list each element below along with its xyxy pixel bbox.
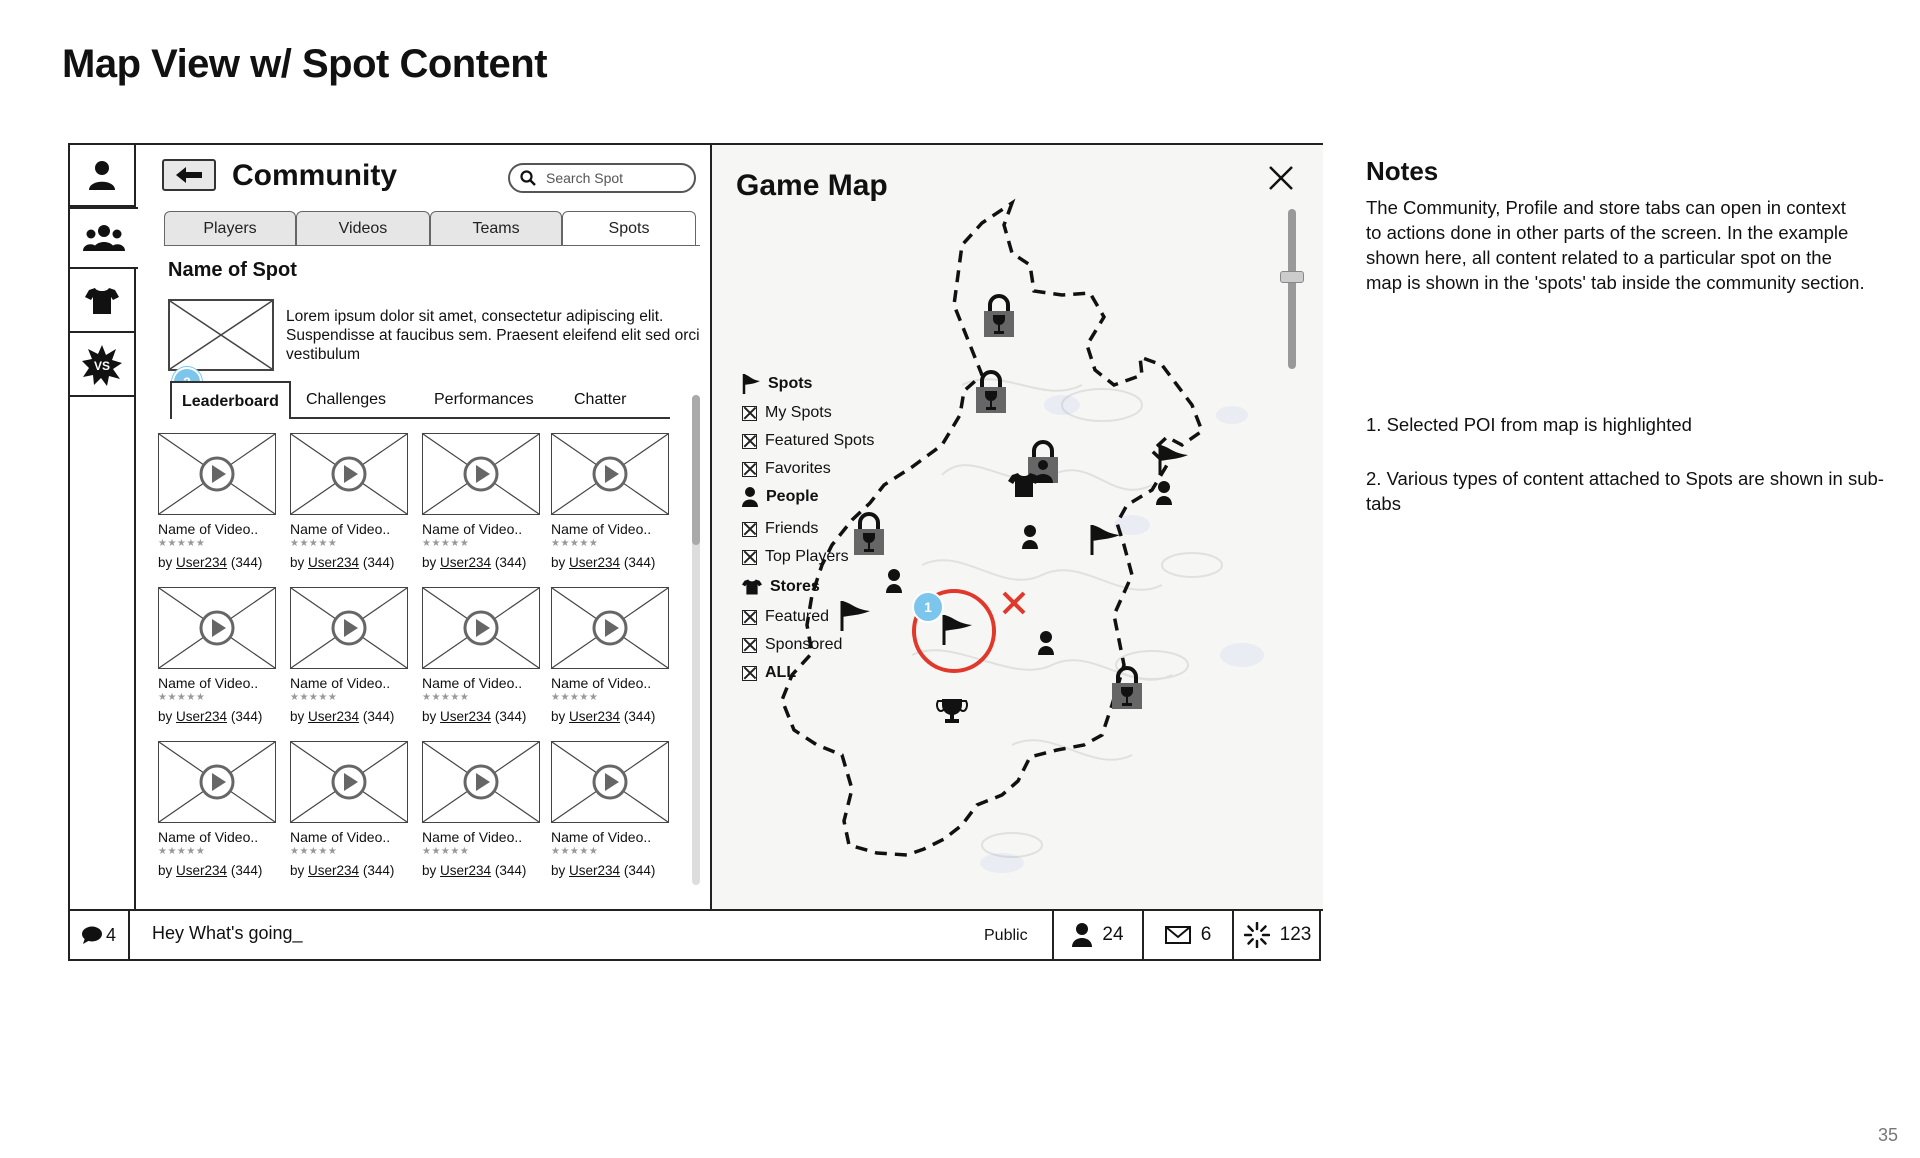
video-by: by [290, 863, 305, 878]
video-placeholder [552, 434, 668, 514]
checkbox[interactable] [742, 638, 757, 653]
chat-message-input[interactable]: Hey What's going_ [152, 923, 303, 943]
video-card[interactable] [158, 587, 278, 737]
video-thumbnail[interactable] [551, 587, 669, 669]
video-byline [551, 555, 655, 570]
subtab-leaderboard-label: Leaderboard [182, 393, 279, 410]
video-thumbnail[interactable] [422, 587, 540, 669]
video-name[interactable]: Name of Video.. [290, 521, 391, 537]
video-placeholder [291, 742, 407, 822]
tab-videos[interactable]: Videos [296, 211, 430, 245]
video-card[interactable] [290, 741, 410, 891]
video-view-count: (344) [230, 555, 263, 570]
video-thumbnail[interactable] [158, 741, 276, 823]
search-spot-input[interactable] [508, 163, 696, 193]
video-byline [290, 863, 394, 878]
video-byline [422, 709, 526, 724]
video-byline [551, 709, 655, 724]
flag-icon [842, 601, 870, 631]
filter-all[interactable] [742, 662, 796, 684]
video-card[interactable] [290, 433, 410, 583]
tab-teams[interactable]: Teams [430, 211, 562, 245]
video-user-link[interactable]: User234 [176, 555, 228, 570]
video-by: by [551, 709, 566, 724]
person-icon [1038, 631, 1054, 655]
spot-name: Name of Spot [168, 259, 297, 281]
video-view-count: (344) [362, 709, 395, 724]
filter-favorites[interactable] [742, 458, 831, 480]
chat-unread-button[interactable] [70, 911, 130, 959]
video-card[interactable] [290, 587, 410, 737]
play-icon [465, 612, 497, 644]
zoom-slider[interactable] [1288, 209, 1296, 369]
video-name[interactable]: Name of Video.. [551, 675, 652, 691]
video-placeholder [291, 588, 407, 668]
video-rating-stars: ★★★★★ [551, 692, 599, 703]
map-title: Game Map [736, 169, 888, 202]
video-scrollbar[interactable] [692, 395, 700, 885]
video-placeholder [159, 434, 275, 514]
video-view-count: (344) [623, 863, 656, 878]
video-rating-stars: ★★★★★ [422, 692, 470, 703]
video-by: by [422, 863, 437, 878]
video-view-count: (344) [230, 709, 263, 724]
app-window [68, 143, 1321, 961]
spot-description: Lorem ipsum dolor sit amet, consectetur adipiscing elit. Suspendisse at faucibus sem. Praesent eleifend elit sed orci vestibulum [286, 308, 700, 363]
video-name[interactable]: Name of Video.. [158, 675, 259, 691]
play-icon [201, 766, 233, 798]
mail-icon [1165, 926, 1191, 944]
community-panel [70, 145, 714, 909]
filter-favorites-label: Favorites [765, 460, 831, 477]
video-view-count: (344) [623, 709, 656, 724]
annotation-badge-1: 1 [924, 599, 932, 615]
video-card[interactable] [551, 433, 671, 583]
video-byline [422, 863, 526, 878]
arrow-left-icon [176, 167, 202, 183]
person-icon [1072, 923, 1092, 947]
search-icon [520, 170, 536, 186]
video-byline [290, 555, 394, 570]
notes-panel [1366, 156, 1866, 295]
video-name[interactable]: Name of Video.. [158, 829, 259, 845]
play-icon [594, 458, 626, 490]
tab-players[interactable]: Players [164, 211, 296, 245]
video-user-link[interactable]: User234 [569, 555, 621, 570]
filter-header-spots-label: Spots [768, 375, 813, 392]
checkbox[interactable] [742, 406, 757, 421]
video-name[interactable]: Name of Video.. [290, 675, 391, 691]
video-name[interactable]: Name of Video.. [422, 675, 523, 691]
checkbox[interactable] [742, 550, 757, 565]
video-thumbnail[interactable] [290, 433, 408, 515]
video-rating-stars: ★★★★★ [422, 846, 470, 857]
play-icon [594, 612, 626, 644]
note-item-1: 1. Selected POI from map is highlighted [1366, 414, 1692, 435]
video-byline [158, 555, 262, 570]
people-count-button[interactable] [1052, 911, 1142, 959]
filter-featured[interactable] [742, 606, 829, 628]
page-number: 35 [1877, 1125, 1898, 1145]
mail-count-button[interactable] [1142, 911, 1232, 959]
chat-bubble-icon [82, 926, 102, 944]
filter-sponsored-label: Sponsored [765, 636, 843, 653]
points-count: 123 [1279, 924, 1312, 945]
checkbox[interactable] [742, 610, 757, 625]
checkbox[interactable] [742, 666, 757, 681]
checkbox[interactable] [742, 522, 757, 537]
note-item-2: 2. Various types of content attached to Spots are shown in sub-tabs [1366, 468, 1884, 514]
video-rating-stars: ★★★★★ [290, 538, 338, 549]
video-byline [290, 709, 394, 724]
video-placeholder [552, 588, 668, 668]
scrollbar-thumb[interactable] [692, 395, 700, 545]
lock-icon [976, 372, 1006, 413]
trophy-icon [937, 699, 967, 723]
community-icon [82, 223, 126, 253]
tab-spots[interactable]: Spots [562, 211, 696, 246]
store-icon [1008, 473, 1040, 497]
video-card[interactable] [158, 741, 278, 891]
back-button[interactable] [162, 159, 216, 191]
subtab-leaderboard[interactable] [170, 381, 291, 419]
zoom-slider-handle[interactable] [1280, 271, 1304, 283]
video-thumbnail[interactable] [551, 433, 669, 515]
filter-header-people[interactable] [742, 486, 818, 508]
selected-flag-icon [944, 615, 972, 645]
play-icon [333, 766, 365, 798]
video-card[interactable] [422, 741, 542, 891]
filter-sponsored[interactable] [742, 634, 842, 656]
video-byline [158, 863, 262, 878]
video-name[interactable]: Name of Video.. [551, 829, 652, 845]
video-view-count: (344) [494, 709, 527, 724]
video-user-link[interactable]: User234 [308, 863, 360, 878]
video-byline [422, 555, 526, 570]
video-thumbnail[interactable] [290, 741, 408, 823]
rail-item-community[interactable] [70, 207, 138, 269]
video-view-count: (344) [494, 863, 527, 878]
video-name[interactable]: Name of Video.. [290, 829, 391, 845]
lock-icon [854, 514, 884, 555]
filter-featured-label: Featured [765, 608, 830, 625]
video-user-link[interactable]: User234 [440, 555, 492, 570]
video-rating-stars: ★★★★★ [551, 846, 599, 857]
play-icon [201, 458, 233, 490]
close-marker-icon [1004, 593, 1024, 613]
close-icon [1268, 165, 1294, 191]
filter-my-spots[interactable] [742, 402, 832, 424]
filter-header-stores-label: Stores [770, 578, 820, 595]
video-placeholder [552, 742, 668, 822]
close-map-button[interactable] [1268, 165, 1294, 196]
chat-bar [70, 909, 1321, 959]
video-view-count: (344) [623, 555, 656, 570]
subtab-challenges[interactable]: Challenges [306, 391, 387, 408]
video-placeholder [159, 588, 275, 668]
lock-icon [984, 296, 1014, 337]
video-user-link[interactable]: User234 [569, 709, 621, 724]
video-placeholder [291, 434, 407, 514]
person-icon [1156, 481, 1172, 505]
video-thumbnail[interactable] [158, 433, 276, 515]
filter-top-players[interactable] [742, 546, 849, 568]
video-by: by [290, 709, 305, 724]
video-by: by [422, 709, 437, 724]
spot-subtabs [170, 381, 670, 419]
filter-my-spots-label: My Spots [765, 404, 832, 421]
play-icon [333, 612, 365, 644]
video-rating-stars: ★★★★★ [290, 846, 338, 857]
filter-friends-label: Friends [765, 520, 819, 537]
chat-unread-count: 4 [105, 924, 116, 945]
person-icon [1022, 525, 1038, 549]
video-rating-stars: ★★★★★ [158, 692, 206, 703]
flag-icon [1092, 525, 1120, 555]
person-icon [742, 487, 758, 507]
flag-icon [742, 374, 760, 394]
video-user-link[interactable]: User234 [569, 863, 621, 878]
points-button[interactable] [1232, 911, 1321, 959]
people-count: 24 [1102, 924, 1124, 945]
video-thumbnail[interactable] [290, 587, 408, 669]
play-icon [594, 766, 626, 798]
game-map-panel [710, 143, 1323, 911]
video-placeholder [423, 434, 539, 514]
video-user-link[interactable]: User234 [440, 863, 492, 878]
video-user-link[interactable]: User234 [308, 709, 360, 724]
community-title: Community [232, 159, 397, 192]
mail-count: 6 [1200, 924, 1212, 945]
video-view-count: (344) [362, 863, 395, 878]
filter-friends[interactable] [742, 518, 818, 540]
video-card[interactable] [422, 587, 542, 737]
page-title: Map View w/ Spot Content [62, 42, 548, 86]
video-rating-stars: ★★★★★ [422, 538, 470, 549]
video-user-link[interactable]: User234 [308, 555, 360, 570]
subtab-chatter[interactable]: Chatter [574, 391, 627, 408]
notes-title: Notes [1366, 156, 1439, 186]
filter-featured-spots-label: Featured Spots [765, 432, 875, 449]
filter-featured-spots[interactable] [742, 430, 874, 452]
video-rating-stars: ★★★★★ [158, 846, 206, 857]
play-icon [333, 458, 365, 490]
video-by: by [422, 555, 437, 570]
video-thumbnail[interactable] [158, 587, 276, 669]
video-placeholder [423, 588, 539, 668]
play-icon [465, 458, 497, 490]
image-placeholder-icon [170, 301, 272, 369]
search-placeholder: Search Spot [546, 170, 624, 186]
video-thumbnail[interactable] [551, 741, 669, 823]
video-byline [551, 863, 655, 878]
video-by: by [551, 555, 566, 570]
video-by: by [158, 863, 173, 878]
checkbox[interactable] [742, 462, 757, 477]
video-thumbnail[interactable] [422, 741, 540, 823]
chat-scope-select[interactable]: Public [984, 927, 1028, 944]
video-view-count: (344) [494, 555, 527, 570]
video-user-link[interactable]: User234 [176, 709, 228, 724]
video-view-count: (344) [230, 863, 263, 878]
video-user-link[interactable]: User234 [440, 709, 492, 724]
video-thumbnail[interactable] [422, 433, 540, 515]
video-view-count: (344) [362, 555, 395, 570]
versus-label: VS [93, 359, 111, 373]
subtab-performances[interactable]: Performances [434, 391, 534, 408]
filter-header-spots[interactable] [742, 373, 812, 395]
video-by: by [158, 709, 173, 724]
video-placeholder [159, 742, 275, 822]
video-rating-stars: ★★★★★ [290, 692, 338, 703]
loading-spinner-icon [1244, 922, 1270, 948]
video-rating-stars: ★★★★★ [158, 538, 206, 549]
video-user-link[interactable]: User234 [176, 863, 228, 878]
video-byline [158, 709, 262, 724]
filter-all-label: ALL [765, 664, 797, 681]
spot-image [168, 299, 274, 371]
video-rating-stars: ★★★★★ [551, 538, 599, 549]
video-card[interactable] [158, 433, 278, 583]
store-icon [742, 579, 762, 595]
person-icon [886, 569, 902, 593]
video-name[interactable]: Name of Video.. [551, 521, 652, 537]
video-by: by [551, 863, 566, 878]
filter-header-stores[interactable] [742, 576, 820, 598]
play-icon [201, 612, 233, 644]
notes-body: The Community, Profile and store tabs can open in context to actions done in other parts of the screen. In the example shown here, all content related to a particular spot on the map is shown in the 'spots' tab inside the community section. [1366, 197, 1865, 293]
filter-header-people-label: People [766, 488, 819, 505]
tabs-divider [164, 245, 700, 246]
video-placeholder [423, 742, 539, 822]
video-card[interactable] [422, 433, 542, 583]
play-icon [465, 766, 497, 798]
video-card[interactable] [551, 587, 671, 737]
filter-top-players-label: Top Players [765, 548, 849, 565]
video-by: by [158, 555, 173, 570]
video-name[interactable]: Name of Video.. [422, 521, 523, 537]
video-card[interactable] [551, 741, 671, 891]
video-name[interactable]: Name of Video.. [422, 829, 523, 845]
video-name[interactable]: Name of Video.. [158, 521, 259, 537]
community-tabs [164, 211, 700, 245]
checkbox[interactable] [742, 434, 757, 449]
video-by: by [290, 555, 305, 570]
